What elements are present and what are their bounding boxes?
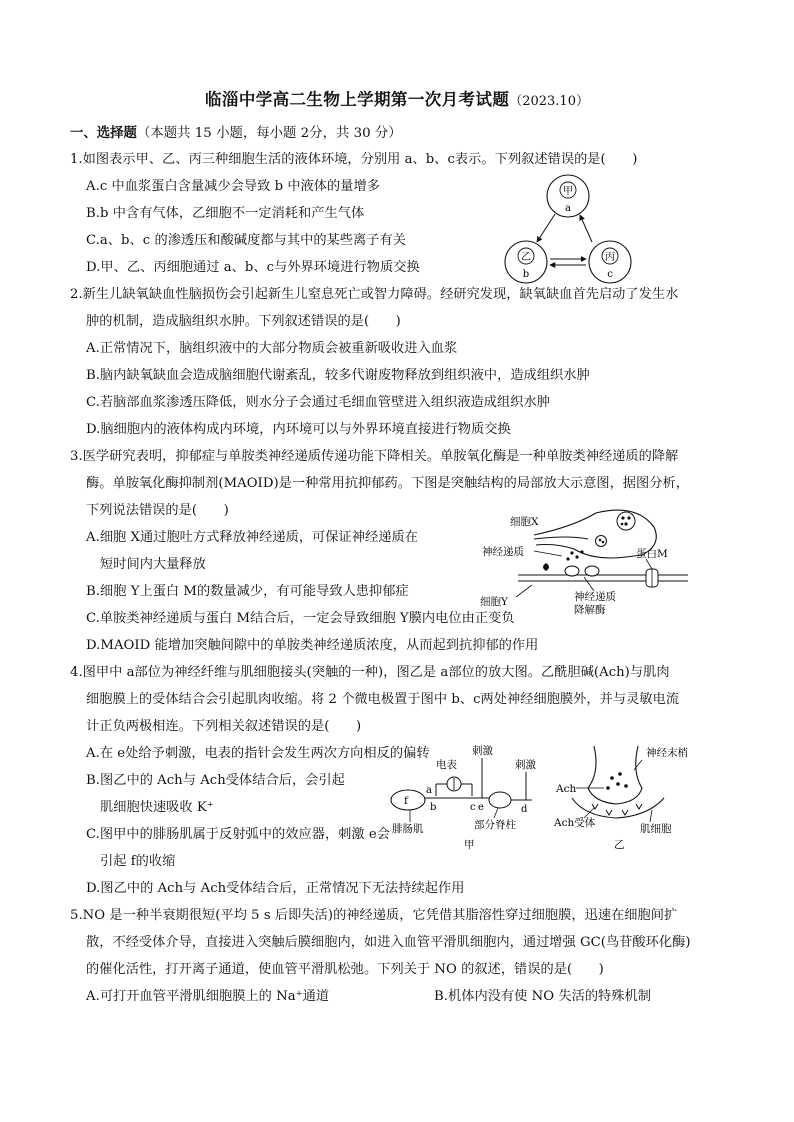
q2-option-a: A.正常情况下，脑组织液中的大部分物质会被重新吸收进入血浆 [86, 341, 458, 356]
fig4-label-spine: 部分脊柱 [474, 819, 516, 831]
fig3-receptor-site [543, 563, 549, 571]
fig4-label-a: a [426, 785, 432, 796]
q4-figure-jia [390, 740, 558, 852]
page-title [0, 86, 794, 110]
fig3-vesicle-large [617, 512, 635, 530]
fig3-label-protein-m: 蛋白M [636, 548, 668, 560]
fig4-label-meter: 电表 [436, 759, 457, 771]
q4-stem-line3: 计正负两极相连。下列相关叙述错误的是( ) [86, 719, 362, 734]
fig3-label-transmitter: 神经递质 [482, 546, 524, 558]
fig4-label-nerve-end: 神经末梢 [646, 747, 688, 759]
fig3-vesicle-small [596, 536, 607, 547]
q4-stem-line1: 4.图甲中 a部位为神经纤维与肌细胞接头(突触的一种)，图乙是 a部位的放大图。乙酰胆碱(Ach)与肌肉 [70, 665, 670, 680]
fig4-ach-vesicle [616, 782, 620, 786]
fig1-label-bing: 丙 [605, 252, 615, 263]
q2-option-d: D.脑细胞内的液体构成内环境，内环境可以与外界环境直接进行物质交换 [86, 422, 511, 437]
fig3-vesicle-dot [624, 522, 627, 525]
fig4-ach-vesicle [624, 784, 628, 788]
fig1-label-a: a [565, 203, 571, 214]
exam-date: （2023.10） [509, 94, 589, 109]
fig4-label-f: f [404, 795, 408, 807]
fig3-transmitter-dot [566, 557, 569, 560]
q4-option-b-line2: 肌细胞快速吸收 K⁺ [100, 800, 214, 815]
q5-stem-line1: 5.NO 是一种半衰期很短(平均 5 s 后即失活)的神经递质，它凭借其脂溶性穿过细胞膜，迅速在细胞间扩 [70, 908, 678, 923]
q4-option-d: D.图乙中的 Ach与 Ach受体结合后，正常情况下无法持续起作用 [86, 881, 465, 896]
fig4-muscle-f [391, 790, 425, 810]
fig3-transmitter-dot [570, 551, 573, 554]
q2-stem-line1: 2.新生儿缺氧缺血性脑损伤会引起新生儿窒息死亡或智力障碍。经研究发现，缺氧缺血首先启动了发生水 [70, 287, 679, 302]
q3-option-a-line2: 短时间内大量释放 [100, 557, 206, 572]
fig3-vesicle-dot [621, 516, 624, 519]
fig3-vesicle-dot [627, 516, 630, 519]
q4-option-c-line2: 引起 f的收缩 [100, 854, 176, 869]
exam-title: 临淄中学高二生物上学期第一次月考试题 [205, 90, 510, 109]
fig1-label-b: b [522, 269, 530, 280]
q4-stem-line2: 细胞膜上的受体结合会引起肌肉收缩。将 2 个微电极置于图中 b、c两处神经细胞膜外，并与灵敏电流 [86, 692, 680, 707]
section-title: 一、选择题 [70, 125, 137, 141]
fig4-label-stim1: 刺激 [472, 745, 493, 757]
fig4-leader-muscle-cell [650, 810, 652, 822]
q3-stem-line1: 3.医学研究表明，抑郁症与单胺类神经递质传递功能下降相关。单胺氧化酶是一种单胺类神经递质的降解 [70, 449, 679, 464]
q3-option-d: D.MAOID 能增加突触间隙中的单胺类神经递质浓度，从而起到抗抑郁的作用 [86, 638, 539, 653]
fig3-label-enzyme-line2: 降解酶 [574, 604, 606, 616]
fig4-label-muscle-cell: 肌细胞 [640, 823, 672, 835]
fig4-label-ach-receptor: Ach受体 [554, 817, 596, 829]
fig1-arrow-a-b [537, 214, 555, 242]
fig4-ach-receptor-marks [592, 804, 642, 815]
fig1-label-c: c [607, 269, 613, 280]
fig4-label-c: c [470, 802, 476, 813]
fig3-label-cell-y: 细胞Y [480, 596, 508, 608]
fig3-vesicle-dot [602, 541, 605, 544]
fig4-label-jia: 甲 [464, 839, 475, 851]
fig4-label-ach: Ach [556, 783, 577, 795]
fig3-vesicle-dot [599, 539, 602, 542]
fig3-enzyme [565, 566, 579, 576]
q3-synapse-figure [476, 505, 698, 617]
fig3-label-enzyme-line1: 神经递质 [574, 591, 616, 603]
fig4-muscle-membrane [572, 798, 664, 818]
fig3-leader-transmitter [534, 551, 562, 556]
fig4-spine-segment [489, 792, 511, 808]
q3-option-c: C.单胺类神经递质与蛋白 M结合后，一定会导致细胞 Y膜内电位由正变负 [86, 611, 515, 626]
q4-figure-yi [554, 740, 710, 852]
q3-option-b: B.细胞 Y上蛋白 M的数量减少，有可能导致人患抑郁症 [86, 584, 409, 599]
q1-option-c: C.a、b、c 的渗透压和酸碱度都与其中的某些离子有关 [86, 233, 406, 248]
fig3-axon-line [534, 537, 588, 539]
q3-stem-line3: 下列说法错误的是( ) [86, 503, 229, 518]
q2-stem-line2: 肿的机制，造成脑组织水肿。下列叙述错误的是( ) [86, 314, 401, 329]
q3-option-a-line1: A.细胞 X通过胞吐方式释放神经递质，可保证神经递质在 [86, 530, 418, 545]
q5-option-a: A.可打开血管平滑肌细胞膜上的 Na⁺通道 [86, 989, 330, 1004]
fig4-label-e: e [478, 802, 484, 813]
q1-stem: 1.如图表示甲、乙、丙三种细胞生活的液体环境，分别用 a、b、c表示。下列叙述错误的是( ) [70, 152, 638, 167]
q1-option-a: A.c 中血浆蛋白含量减少会导致 b 中液体的量增多 [86, 179, 380, 194]
fig4-label-b: b [430, 802, 437, 813]
fig4-nerve-terminal [588, 746, 642, 804]
fig4-ach-vesicle [610, 776, 614, 780]
fig3-transmitter-dot [575, 555, 578, 558]
fig4-leader-spine [494, 808, 498, 818]
q2-option-b: B.脑内缺氧缺血会造成脑细胞代谢紊乱，较多代谢废物释放到组织液中，造成组织水肿 [86, 368, 590, 383]
fig3-leader-cell-y [516, 585, 532, 597]
fig4-label-d: d [521, 804, 528, 815]
q5-stem-line2: 散，不经受体介导，直接进入突触后膜细胞内，如进入血管平滑肌细胞内，通过增强 GC(鸟苷酸环化酶) [86, 935, 691, 950]
fig3-transmitter-dot [580, 550, 583, 553]
q1-option-b: B.b 中含有气体，乙细胞不一定消耗和产生气体 [86, 206, 365, 221]
q4-option-b-line1: B.图乙中的 Ach与 Ach受体结合后，会引起 [86, 773, 345, 788]
fig3-leader-enzyme [584, 577, 594, 591]
q3-stem-line2: 酶。单胺氧化酶抑制剂(MAOID)是一种常用抗抑郁药。下图是突触结构的局部放大示意图，据图分析， [86, 476, 689, 491]
fig3-vesicle-dot [621, 523, 624, 526]
section-heading [70, 122, 402, 141]
q4-option-c-line1: C.图甲中的腓肠肌属于反射弧中的效应器，刺激 e会 [86, 827, 390, 842]
q1-option-d: D.甲、乙、丙细胞通过 a、b、c与外界环境进行物质交换 [86, 260, 420, 275]
fig4-leader-nerve-end [634, 760, 642, 770]
fig1-arrow-c-a [580, 215, 592, 242]
fig4-label-muscle: 腓肠肌 [392, 823, 424, 835]
fig4-ach-vesicle [606, 786, 610, 790]
fig3-enzyme [585, 566, 599, 576]
fig4-label-yi: 乙 [614, 839, 625, 851]
q1-figure [500, 172, 640, 288]
q2-option-c: C.若脑部血浆渗透压降低，则水分子会通过毛细血管壁进入组织液造成组织水肿 [86, 395, 550, 410]
fig1-label-jia: 甲 [563, 186, 573, 197]
fig4-label-stim2: 刺激 [515, 759, 536, 771]
section-note: （本题共 15 小题，每小题 2分，共 30 分） [136, 126, 402, 141]
q4-option-a: A.在 e处给予刺激，电表的指针会发生两次方向相反的偏转 [86, 746, 430, 761]
q5-stem-line3: 的催化活性，打开离子通道，使血管平滑肌松弛。下列关于 NO 的叙述，错误的是( ) [86, 962, 604, 977]
fig1-label-yi: 乙 [521, 252, 531, 263]
fig4-ach-vesicle [618, 772, 622, 776]
fig3-label-cell-x: 细胞X [510, 516, 539, 528]
q5-option-b: B.机体内没有使 NO 失活的特殊机制 [434, 989, 652, 1004]
fig3-leader-protein-m [646, 559, 652, 569]
